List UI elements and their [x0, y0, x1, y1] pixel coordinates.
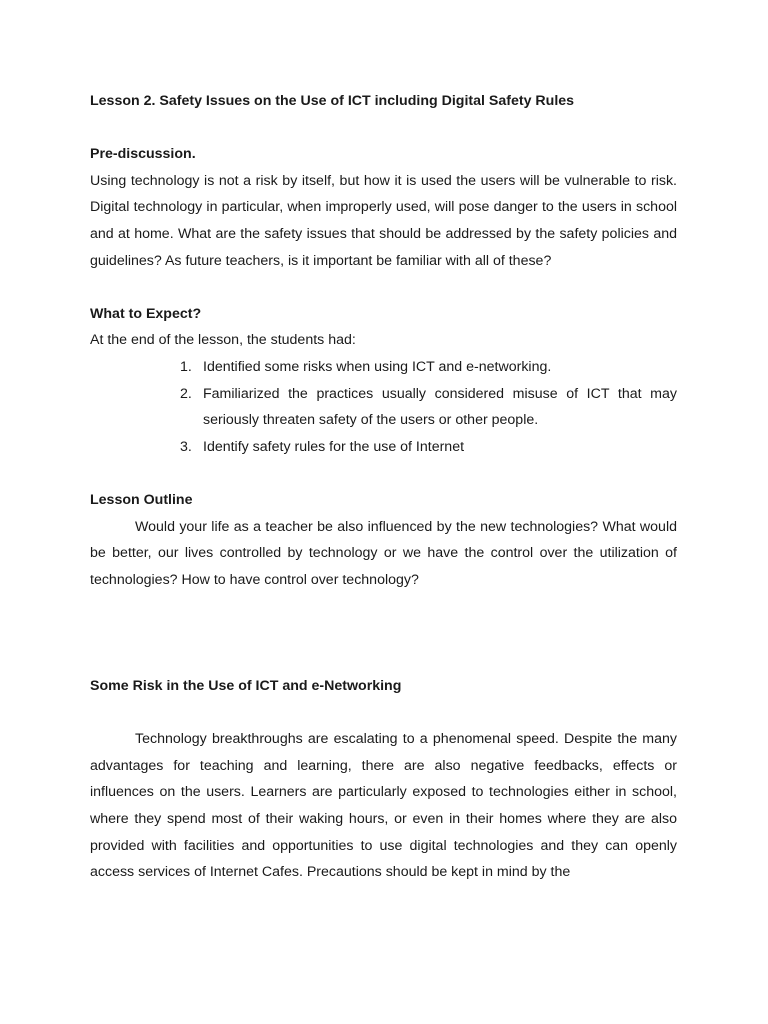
spacer: [90, 593, 677, 673]
list-number: 2.: [180, 385, 192, 402]
list-text: Identify safety rules for the use of Internet: [203, 438, 465, 455]
spacer: [90, 700, 677, 727]
spacer: [90, 460, 677, 487]
list-number: 3.: [180, 438, 192, 455]
list-item: [90, 354, 677, 381]
list-item: [90, 434, 677, 461]
list-text: Familiarized the practices usually considered misuse of ICT that may seriously threaten safety of the users or other people.: [203, 385, 677, 429]
expect-heading: What to Expect?: [90, 305, 202, 322]
list-number: 1.: [180, 358, 192, 375]
prediscussion-heading: Pre-discussion.: [90, 146, 196, 163]
list-item: [90, 381, 677, 434]
risk-heading: Some Risk in the Use of ICT and e-Networking: [90, 678, 402, 695]
expect-intro: At the end of the lesson, the students had:: [90, 332, 356, 349]
lesson-title: Lesson 2. Safety Issues on the Use of ICT including Digital Safety Rules: [90, 93, 575, 109]
spacer: [90, 115, 677, 142]
document-page: [90, 88, 677, 886]
outline-heading: Lesson Outline: [90, 491, 193, 508]
spacer: [90, 274, 677, 301]
prediscussion-paragraph: Using technology is not a risk by itself, but how it is used the users will be vulnerable to risk. Digital technology in particular, when improperly used, will pose danger to the users in school and at home. What are the safety issues that should be addressed by the safety policies and guidelines? As future teachers, is it important be familiar with all of these?: [90, 172, 677, 269]
risk-paragraph: Technology breakthroughs are escalating to a phenomenal speed. Despite the many advantages for teaching and learning, there are also negative feedbacks, effects or influences on the users. Learners are particularly exposed to technologies either in school, where they spend most of their waking hours, or even in their homes where they are also provided with facilities and opportunities to use digital technologies and they can openly access services of Internet Cafes. Precautions should be kept in mind by the: [90, 731, 677, 881]
outline-paragraph: Would your life as a teacher be also influenced by the new technologies? What would be better, our lives controlled by technology or we have the control over the utilization of technologies? How to have control over technology?: [90, 518, 677, 588]
objectives-list: [90, 354, 677, 460]
list-text: Identified some risks when using ICT and e-networking.: [203, 358, 552, 375]
